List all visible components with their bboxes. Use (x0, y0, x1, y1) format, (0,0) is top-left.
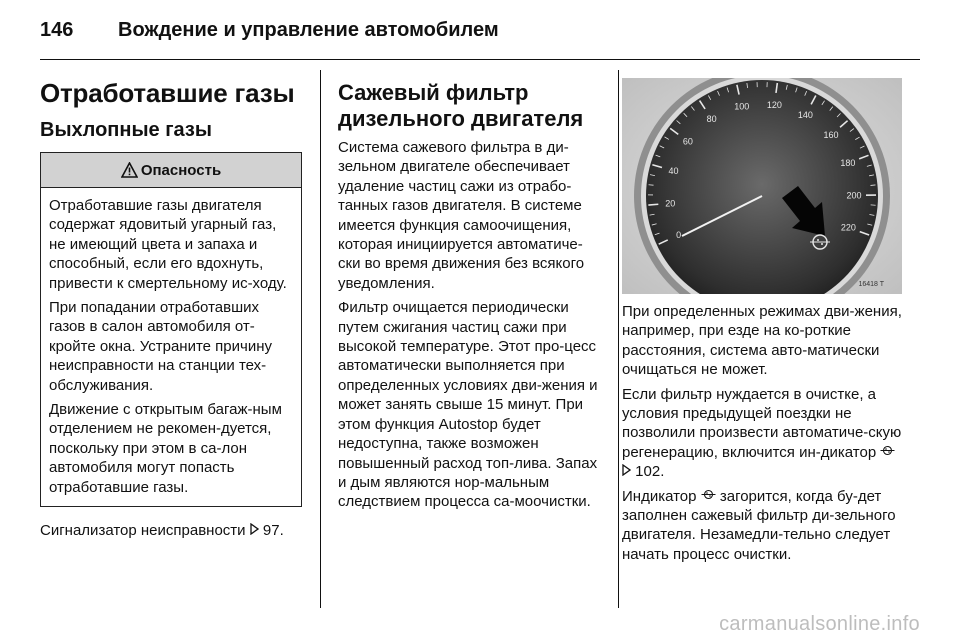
dial-label: 100 (734, 101, 750, 112)
section-title-exhaust: Отработавшие газы (40, 78, 295, 108)
chapter-title: Вождение и управление автомобилем (118, 18, 499, 41)
danger-paragraph: Отработавшие газы двигателя содержат ядовитый угарный газ, не имеющий цвета и запаха и способный, если его вдохнуть, привести к смертельному ис-ходу. (49, 197, 287, 292)
page-number: 146 (40, 18, 74, 41)
diesel-filter-indicator-icon (701, 487, 716, 506)
danger-header (41, 153, 301, 188)
body-paragraph: Система сажевого фильтра в ди-зельном двигателе обеспечивает удаление частиц сажи из отрабо-танных газов двигателя. В системе имеется функция самоочищения, которая инициируется автоматиче-ски во время движения без всякого уведомления. (338, 139, 585, 292)
body-text: Индикатор (622, 487, 697, 505)
danger-box (40, 152, 302, 507)
watermark: carmanualsonline.info (719, 613, 920, 635)
dial-label: 40 (668, 165, 679, 176)
warning-triangle-icon (121, 162, 138, 178)
body-paragraph (622, 385, 904, 482)
ref-page: 97. (262, 522, 284, 540)
dial-label: 80 (706, 114, 717, 125)
danger-body (41, 188, 301, 506)
body-paragraph: При определенных режимах дви-жения, например, при езде на ко-роткие расстояния, система авто-матически очищаться не может. (622, 303, 902, 379)
page-ref-arrow-icon (622, 462, 631, 481)
dial-label: 220 (840, 222, 856, 233)
section-title-diesel-filter (338, 80, 600, 132)
dial-label: 120 (766, 99, 782, 110)
ref-text: Сигнализатор неисправности (40, 522, 246, 540)
body-paragraph (622, 487, 904, 565)
dial-label: 20 (665, 198, 676, 209)
speedometer-svg (622, 78, 902, 294)
dial-label: 0 (676, 229, 682, 240)
body-text: Если фильтр нуждается в очистке, а условия предыдущей поездки не позволили произвести автоматиче-скую регенерацию, включится ин-дикатор (622, 385, 902, 461)
danger-paragraph: При попадании отработавших газов в салон автомобиля от-кройте окна. Устраните причину неисправности на станции тех-обслуживания. (49, 299, 272, 394)
speedometer-illustration (622, 78, 902, 294)
danger-label: Опасность (140, 161, 222, 179)
page-ref-arrow-icon (250, 521, 259, 540)
figure-code: 16418 T (858, 281, 884, 288)
column-exhaust (40, 68, 302, 546)
body-text: загорится, когда бу-дет заполнен сажевый фильтр ди-зельного двигателя. Незамедли-тельно следует начать процесс очистки. (622, 487, 896, 563)
dial-label: 160 (823, 130, 839, 141)
diesel-filter-indicator-icon (880, 443, 895, 462)
dial-label: 180 (840, 158, 856, 169)
page-header (40, 14, 499, 46)
danger-paragraph: Движение с открытым багаж-ным отделением не рекомен-дуется, поскольку при этом в са-лон автомобиля могут попасть отработавшие газы. (49, 401, 282, 496)
section-title-line-1: Сажевый фильтр (338, 80, 529, 105)
column-divider (618, 70, 619, 608)
dial-tick (648, 204, 658, 205)
subsection-title-exhaust-gases: Выхлопные газы (40, 119, 212, 141)
section-title-line-2: дизельного двигателя (338, 106, 584, 131)
ref-page: 102. (635, 463, 665, 481)
column-diesel-filter (338, 68, 600, 517)
column-divider (320, 70, 321, 608)
body-paragraph: Фильтр очищается периодически путем сжигания частиц сажи при высокой температуре. Этот про-цесс автоматически выполняется при определенных условиях дви-жения и может занять свыше 15 минут. При этом функция Autostop будет недоступна, также возможен повышенный расход топ-лива. Запах и дым являются нор-мальным следствием процесса са-моочистки. (338, 299, 598, 511)
header-rule (40, 59, 920, 60)
dial-label: 140 (797, 109, 813, 120)
dial-label: 60 (682, 136, 693, 147)
malfunction-indicator-ref (40, 521, 302, 540)
column-indicator (622, 68, 904, 569)
dial-label: 200 (846, 190, 862, 201)
